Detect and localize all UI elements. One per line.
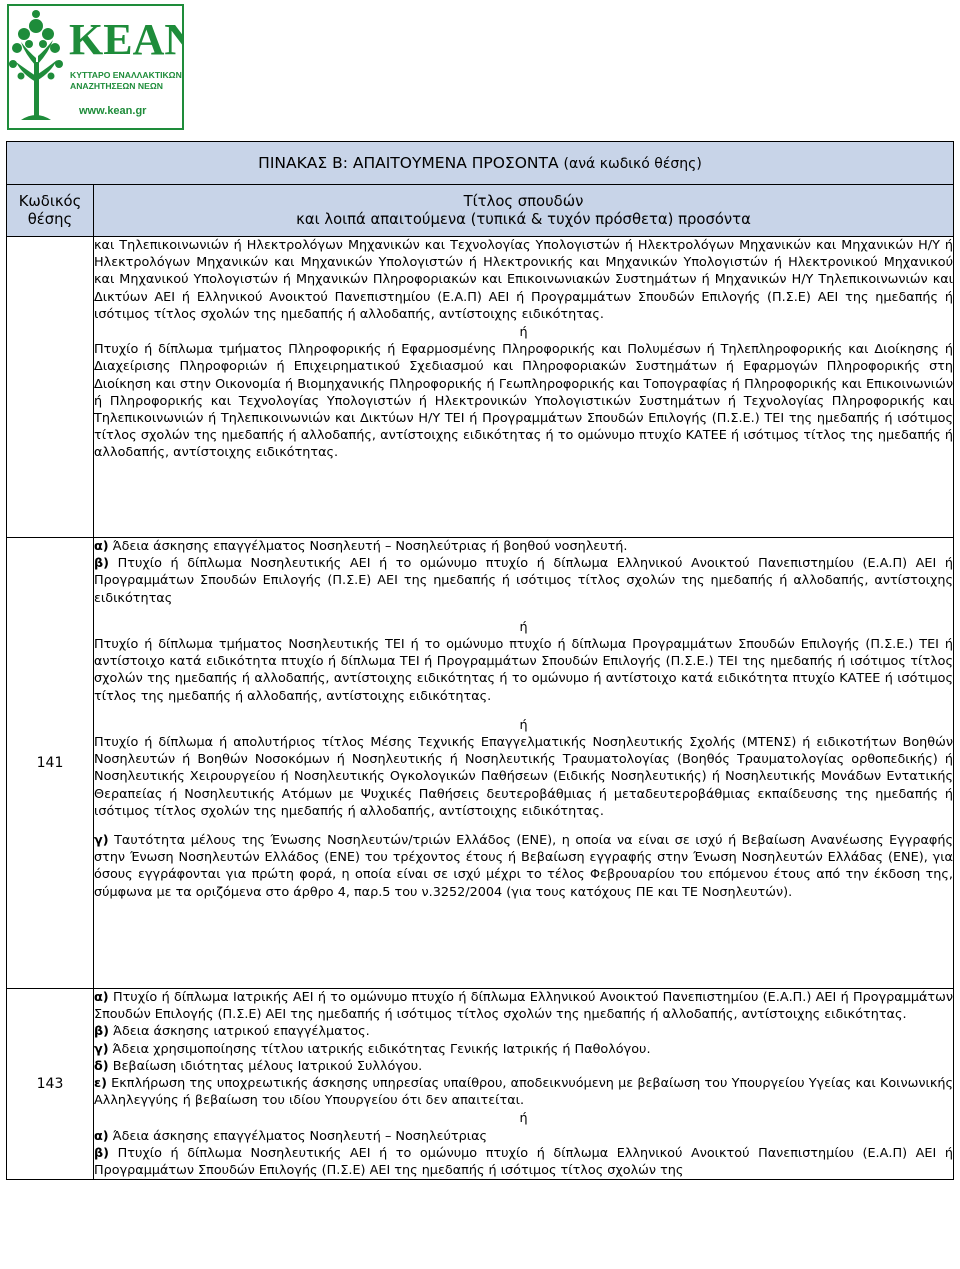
requirement-text: Άδεια άσκησης ιατρικού επαγγέλματος. (113, 1024, 370, 1040)
requirement-text: Άδεια χρησιμοποίησης τίτλου ιατρικής ειδικότητας Γενικής Ιατρικής ή Παθολόγου. (112, 1041, 651, 1057)
table-row (7, 237, 954, 538)
col-header-code-line2: θέσης (27, 210, 73, 228)
requirement-text: Ταυτότητα μέλους της Ένωσης Νοσηλευτών/τριών Ελλάδος (ΕΝΕ), η οποία να είναι σε ισχύ ή Βεβαίωση Ανανέωσης Εγγραφής στην Ένωση Νοσηλευτών Ελλάδος (ΕΝΕ) του τρέχοντος έτους ή Βεβαίωση εγγραφής στην Ένωση Νοσηλευτών Ελλάδας (ΕΝΕ), για όσους εγγράφονται για πρώτη φορά, η οποία είναι σε ισχύ μέχρι το τέλος Φεβρουαρίου του επόμενου έτους από την έκδοση της, σύμφωνα με τα οριζόμενα στο άρθρο 4, παρ.5 του ν.3252/2004 (για τους κατόχους ΠΕ και ΤΕ Νοσηλευτών). (94, 833, 953, 900)
requirement-label: α) (94, 990, 109, 1005)
table-title-paren: (ανά κωδικό θέσης) (563, 156, 702, 172)
requirement-text: Πτυχίο ή δίπλωμα Νοσηλευτικής ΑΕΙ ή το ομώνυμο πτυχίο ή δίπλωμα Ελληνικού Ανοικτού Πανεπιστημίου (Ε.Α.Π) ΑΕΙ ή Προγραμμάτων Σπουδών Επιλογής (Π.Σ.Ε) ΑΕΙ της ημεδαπής ή ισότιμος τίτλος σχολών της ημεδαπής ή αλλοδαπής, αντίστοιχης ειδικότητας (94, 556, 953, 606)
logo-name: KEAN (69, 15, 184, 64)
code-cell: 141 (7, 538, 94, 989)
content-cell (94, 989, 954, 1180)
row1-paragraph2: Πτυχίο ή δίπλωμα τμήματος Πληροφορικής ή Εφαρμοσμένης Πληροφορικής και Πολυμέσων ή Τηλεπληροφορικής και Διοίκησης ή Διαχείρισης Πληροφοριών ή Επιχειρηματικού Σχεδιασμού και Πληροφοριακών Συστημάτων ή Εφαρμογών Πληροφορικής στη Διοίκηση και στην Οικονομία ή Βιομηχανικής Πληροφορικής ή Γεωπληροφορικής και Τοπογραφίας ή Πληροφορικής και Επικοινωνιών ή Πληροφορικής και Τεχνολογίας Υπολογιστών ή Ηλεκτρονικών Υπολογιστικών Συστημάτων ή Τεχνολογίας Πληροφορικής και Τηλεπικοινωνιών ή Τηλεπικοινωνιών και Δικτύων Η/Υ ΤΕΙ ή Προγραμμάτων Σπουδών Επιλογής (Π.Σ.Ε.) ΤΕΙ της ημεδαπής ή ισότιμος τίτλος σχολών της ημεδαπής ή αλλοδαπής, αντίστοιχης ειδικότητας ή το ομώνυμο πτυχίο ΚΑΤΕΕ ή ισότιμος τίτλος της ημεδαπής ή αλλοδαπής, αντίστοιχης ειδικότητας. (94, 342, 953, 461)
col-header-code-line1: Κωδικός (18, 192, 82, 210)
row141-or1: ή (519, 619, 528, 635)
requirement-text: Βεβαίωση ιδιότητας μέλους Ιατρικού Συλλόγου. (112, 1058, 423, 1074)
row141-or2: ή (519, 717, 528, 733)
row1-paragraph1: και Τηλεπικοινωνιών ή Ηλεκτρολόγων Μηχανικών και Τεχνολογίας Υπολογιστών ή Ηλεκτρολόγων Μηχανικών και Μηχανικών Η/Υ ή Ηλεκτρολόγων Μηχανικών και Μηχανικών Υπολογιστών ή Ηλεκτρονικής και Μηχανικών Υπολογιστών ή Ηλεκτρονικού Μηχανικού και Μηχανικού Υπολογιστών ή Μηχανικών Πληροφοριακών και Επικοινωνιακών Συστημάτων ή Μηχανικών Η/Υ Τηλεπικοινωνιών και Δικτύων ΑΕΙ ή Ελληνικού Ανοικτού Πανεπιστημίου (Ε.Α.Π) ΑΕΙ ή Προγραμμάτων Σπουδών Επιλογής (Π.Σ.Ε) ΑΕΙ της ημεδαπής ή ισότιμος τίτλος σχολών της ημεδαπής ή αλλοδαπής, αντίστοιχης ειδικότητας. (94, 238, 953, 322)
requirement-label: β) (94, 1145, 110, 1161)
qualifications-table (6, 141, 954, 1180)
requirement-b2 (94, 1145, 953, 1179)
content-cell (94, 538, 954, 989)
kean-logo-graphic (7, 4, 184, 130)
row141-tei-paragraph: Πτυχίο ή δίπλωμα τμήματος Νοσηλευτικής ΤΕΙ ή το ομώνυμο πτυχίο ή δίπλωμα Προγραμμάτων Σπουδών Επιλογής (Π.Σ.Ε.) ΤΕΙ ή αντίστοιχο κατά ειδικότητα πτυχίο ή δίπλωμα ΤΕΙ ή Προγραμμάτων Σπουδών Επιλογής (Π.Σ.Ε.) ΤΕΙ της ημεδαπής ή ισότιμος τίτλος σχολών της ημεδαπής ή αλλοδαπής, αντίστοιχης ειδικότητας ή το ομώνυμο ή αντίστοιχο κατά ειδικότητα πτυχίο ΚΑΤΕΕ ή ισότιμος τίτλος της ημεδαπής ή αλλοδαπής, αντίστοιχης ειδικότητας. (94, 637, 953, 704)
requirement-c (94, 1041, 953, 1058)
col-header-title-line1: Τίτλος σπουδών (463, 192, 584, 210)
col-header-title-line2: και λοιπά απαιτούμενα (τυπικά & τυχόν πρόσθετα) προσόντα (296, 210, 751, 228)
requirement-e (94, 1075, 953, 1109)
requirement-label: γ) (94, 1041, 109, 1057)
requirement-label: γ) (94, 833, 109, 849)
row141-mtens-paragraph: Πτυχίο ή δίπλωμα ή απολυτήριος τίτλος Μέσης Τεχνικής Επαγγελματικής Νοσηλευτικής Σχολής (ΜΤΕΝΣ) ή ειδικοτήτων Βοηθών Νοσηλευτών ή Βοηθών Νοσοκόμων ή Νοσηλευτικής ή Νοσηλευτικής Τραυματολογίας (Βοηθός Τραυματολογίας ορθοπεδικής) ή Νοσηλευτικής Χειρουργείου ή Νοσηλευτικής Ογκολογικών Παθήσεων (Ειδικής Νοσηλευτικής) ή Νοσηλευτικής Μονάδων Εντατικής Θεραπείας ή Νοσηλευτικής Ατόμων με Ψυχικές Παθήσεις δευτεροβάθμιας ή μεταδευτεροβάθμιας εκπαίδευσης της ημεδαπής ή ισότιμος τίτλος σχολών της ημεδαπής ή αλλοδαπής, αντίστοιχης ειδικότητας. (94, 735, 953, 819)
requirement-text: Άδεια άσκησης επαγγέλματος Νοσηλευτή – Νοσηλεύτριας ή βοηθού νοσηλευτή. (112, 539, 628, 554)
requirement-c (94, 832, 953, 901)
requirement-label: α) (94, 539, 109, 554)
logo-line2: ΑΝΑΖΗΤΗΣΕΩΝ ΝΕΩΝ (70, 81, 163, 91)
col-header-title (94, 185, 954, 237)
requirement-label: β) (94, 1024, 110, 1040)
requirement-label: α) (94, 1128, 109, 1144)
table-title-row (7, 142, 954, 185)
row1-or: ή (519, 325, 528, 341)
requirement-a2 (94, 1128, 953, 1145)
row143-or1: ή (519, 1111, 528, 1127)
requirement-d (94, 1058, 953, 1075)
logo-line1: ΚΥΤΤΑΡΟ ΕΝΑΛΛΑΚΤΙΚΩΝ (70, 70, 182, 80)
table-title-text: ΠΙΝΑΚΑΣ Β: ΑΠΑΙΤΟΥΜΕΝΑ ΠΡΟΣΟΝΤΑ (258, 154, 559, 172)
table-row (7, 538, 954, 989)
requirement-label: ε) (94, 1076, 107, 1092)
col-header-code (7, 185, 94, 237)
code-cell: 143 (7, 989, 94, 1180)
kean-logo (7, 4, 184, 130)
table-title (7, 142, 954, 185)
requirement-text: Πτυχίο ή δίπλωμα Νοσηλευτικής ΑΕΙ ή το ομώνυμο πτυχίο ή δίπλωμα Ελληνικού Ανοικτού Πανεπιστημίου (Ε.Α.Π) ΑΕΙ ή Προγραμμάτων Σπουδών Επιλογής (Π.Σ.Ε) ΑΕΙ της ημεδαπής ή ισότιμος τίτλος σχολών της (94, 1145, 953, 1179)
requirement-b (94, 555, 953, 607)
requirement-label: δ) (94, 1058, 109, 1074)
code-cell-empty (7, 237, 94, 538)
requirement-a (94, 538, 953, 555)
content-cell (94, 237, 954, 538)
requirement-label: β) (94, 556, 110, 572)
requirement-text: Άδεια άσκησης επαγγέλματος Νοσηλευτή – Νοσηλεύτριας (112, 1128, 488, 1144)
requirement-b (94, 1023, 953, 1040)
requirement-text: Εκπλήρωση της υποχρεωτικής άσκησης υπηρεσίας υπαίθρου, αποδεικνυόμενη με βεβαίωση του Υπουργείου Υγείας και Κοινωνικής Αλληλεγγύης ή βεβαίωση του ιδίου Υπουργείου ότι δεν απαιτείται. (94, 1076, 953, 1109)
requirement-text: Πτυχίο ή δίπλωμα Ιατρικής ΑΕΙ ή το ομώνυμο πτυχίο ή δίπλωμα Ελληνικού Ανοικτού Πανεπιστημίου (Ε.Α.Π.) ΑΕΙ ή Προγραμμάτων Σπουδών Επιλογής (Π.Σ.Ε) ΑΕΙ της ημεδαπής ή ισότιμος τίτλος σχολών της ημεδαπής ή αλλοδαπής, αντίστοιχης ειδικότητας. (94, 990, 953, 1023)
logo-url: www.kean.gr (79, 105, 147, 117)
table-row (7, 989, 954, 1180)
table-header-row (7, 185, 954, 237)
requirement-a (94, 989, 953, 1023)
